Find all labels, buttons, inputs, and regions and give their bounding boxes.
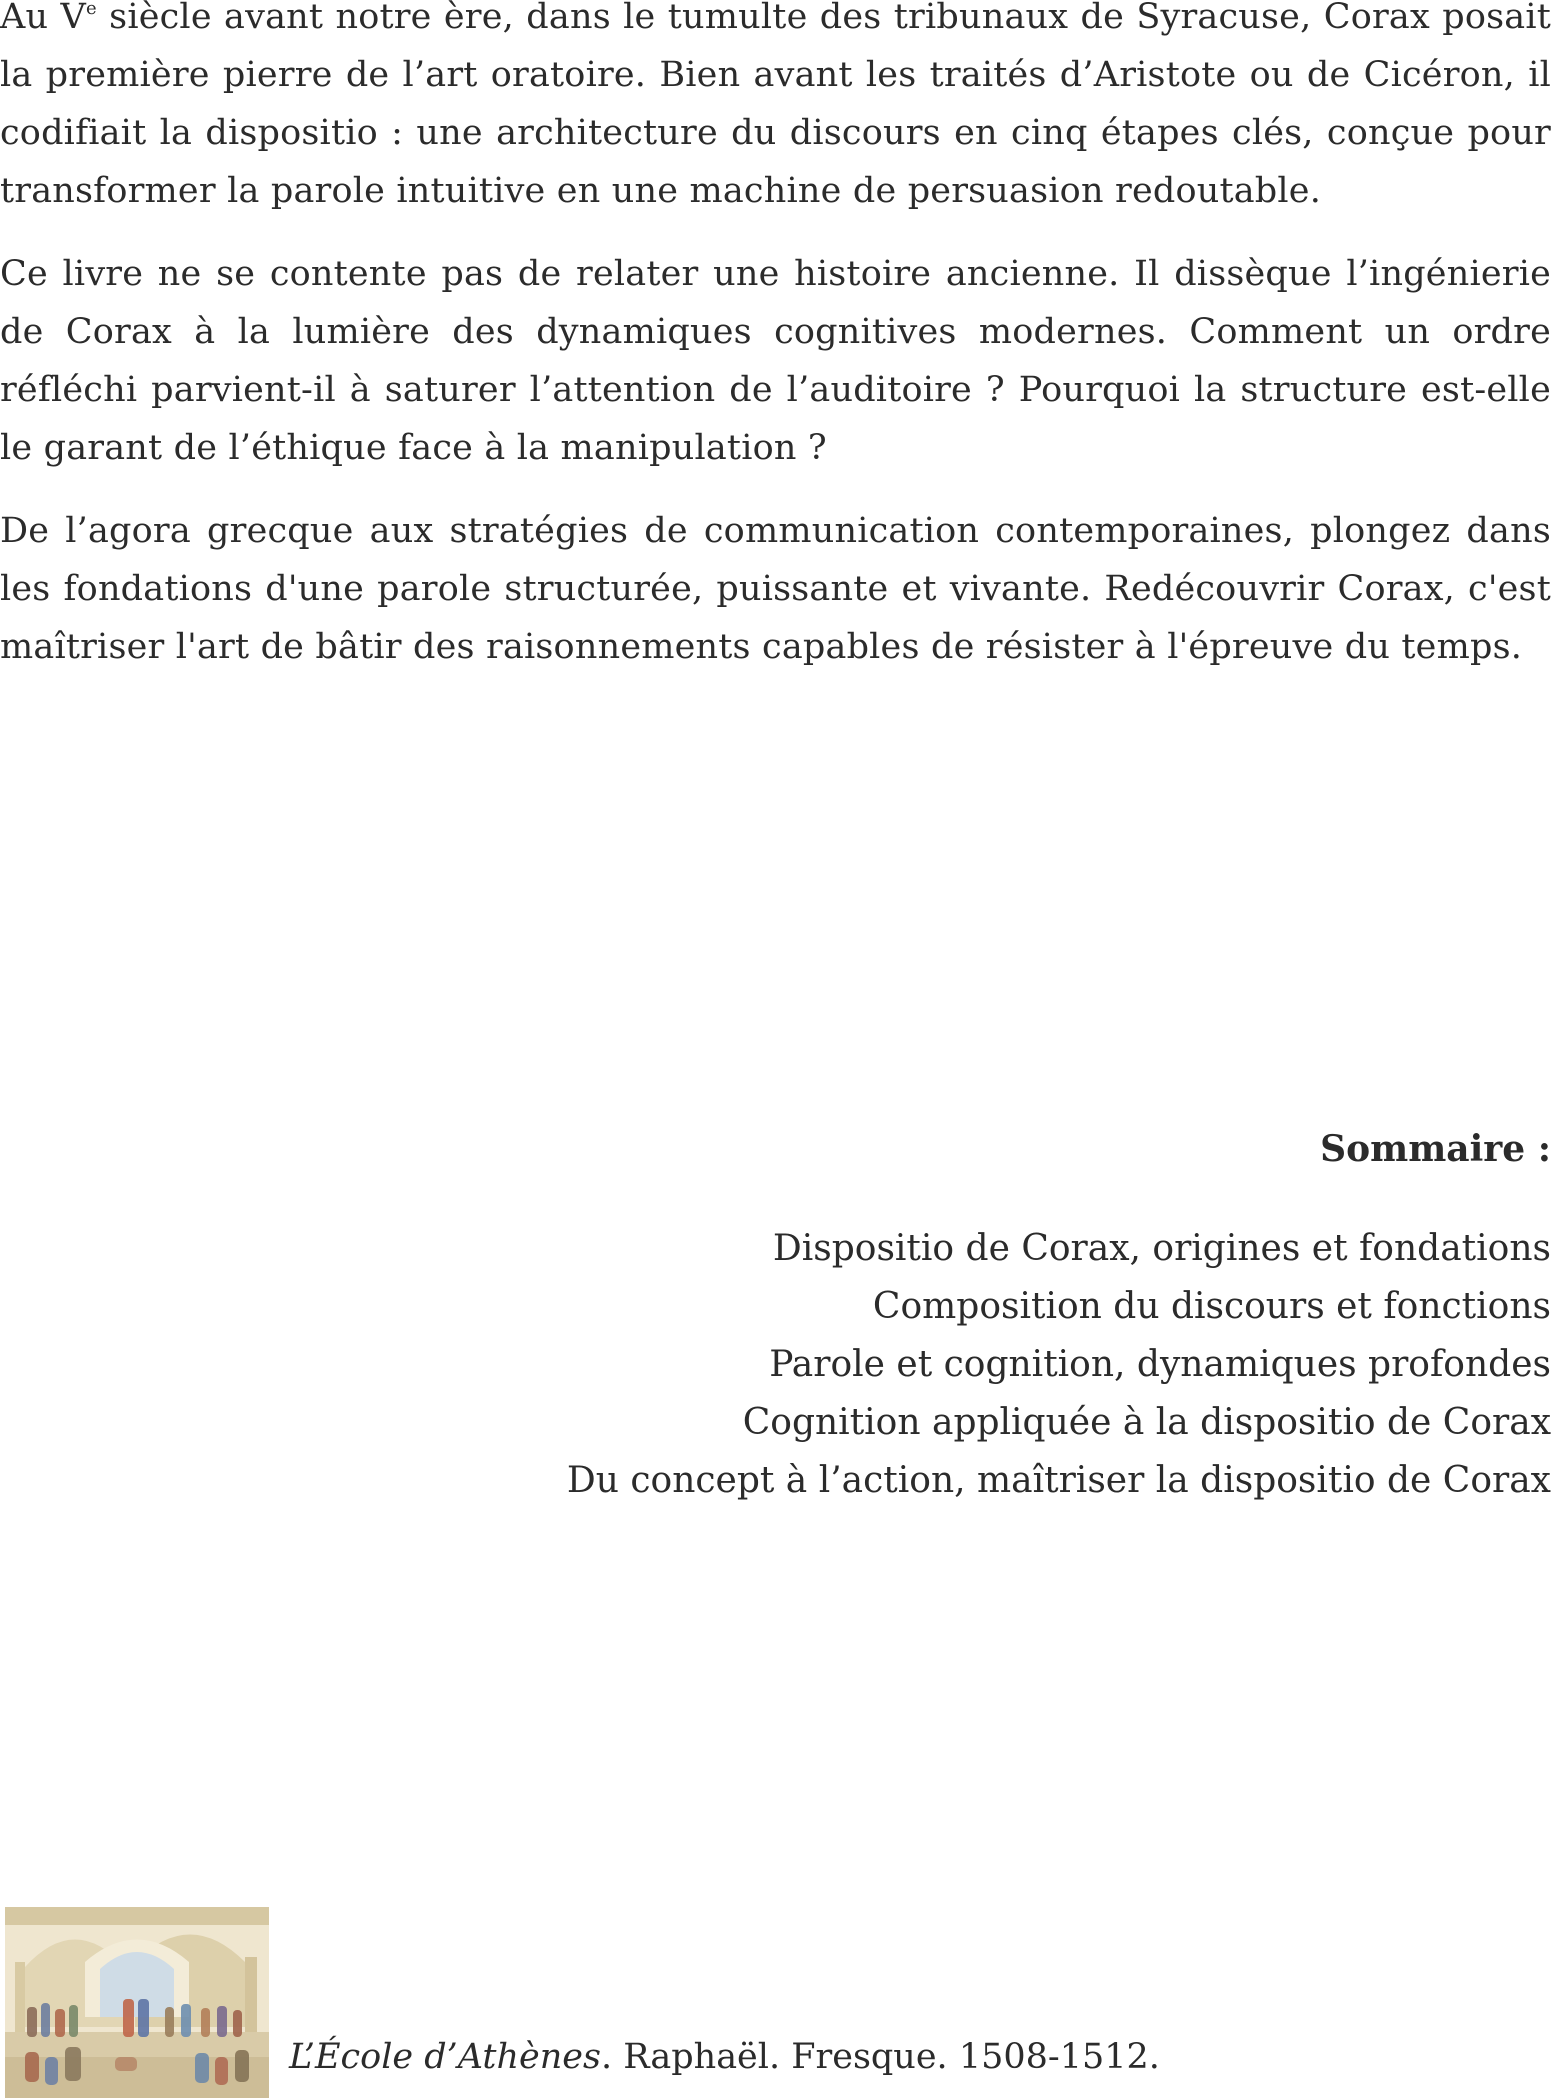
intro-paragraph-2: Ce livre ne se contente pas de relater une histoire ancienne. Il dissèque l’ingénierie de Corax à la lumière des dynamiques cognitives modernes. Comment un ordre réfléchi parvient-il à saturer l’attention de l’auditoire ? Pourquoi la structure est-elle le garant de l’éthique face à la manipulation ? xyxy=(0,254,1551,468)
summary-item: Parole et cognition, dynamiques profondes xyxy=(769,1344,1551,1385)
artwork-title: L’École d’Athènes xyxy=(289,2037,601,2077)
table-of-contents xyxy=(567,1120,1551,1510)
intro-paragraph-1 xyxy=(0,0,1551,220)
summary-title: Sommaire : xyxy=(1320,1128,1551,1170)
school-of-athens-illustration xyxy=(5,1907,269,2098)
artwork-details: . Raphaël. Fresque. 1508-1512. xyxy=(600,2037,1160,2077)
back-cover-text xyxy=(0,0,1551,701)
summary-list xyxy=(567,1220,1551,1510)
image-caption xyxy=(289,2028,1160,2086)
intro-paragraph-3: De l’agora grecque aux stratégies de communication contemporaines, plongez dans les fondations d'une parole structurée, puissante et vivante. Redécouvrir Corax, c'est maîtriser l'art de bâtir des raisonnements capables de résister à l'épreuve du temps. xyxy=(0,511,1551,667)
summary-item: Du concept à l’action, maîtriser la dispositio de Corax xyxy=(566,1460,1551,1501)
intro-paragraph-1-start: Au V xyxy=(0,0,86,37)
century-superscript: e xyxy=(86,0,97,19)
fresco-thumbnail-image xyxy=(5,1907,269,2098)
summary-item: Dispositio de Corax, origines et fondations xyxy=(772,1228,1551,1269)
intro-paragraph-1-rest: siècle avant notre ère, dans le tumulte des tribunaux de Syracuse, Corax posait la première pierre de l’art oratoire. Bien avant les traités d’Aristote ou de Cicéron, il codifiait la dispositio : une architecture du discours en cinq étapes clés, conçue pour transformer la parole intuitive en une machine de persuasion redoutable. xyxy=(0,0,1551,211)
summary-item: Composition du discours et fonctions xyxy=(872,1286,1551,1327)
summary-item: Cognition appliquée à la dispositio de Corax xyxy=(742,1402,1551,1443)
